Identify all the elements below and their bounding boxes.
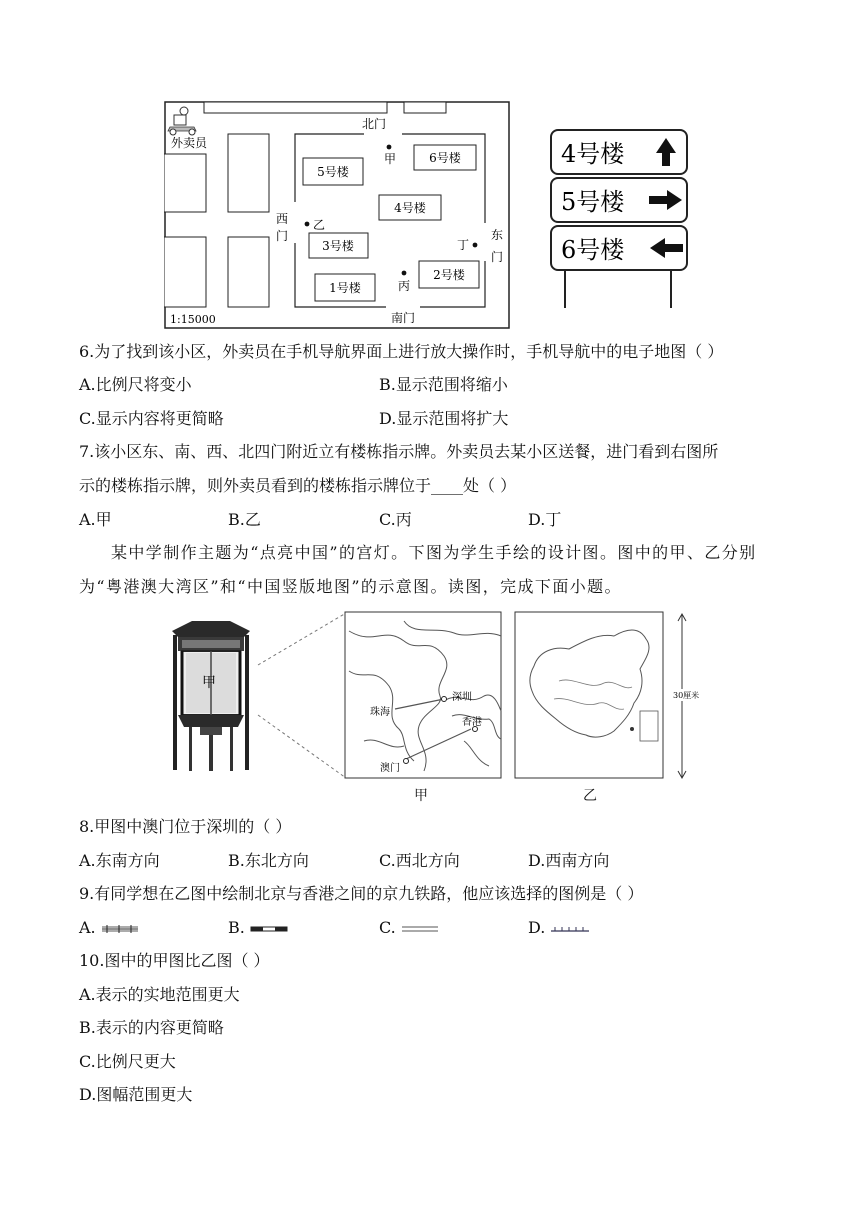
connector-lines (250, 610, 350, 790)
point-ding-label: 丁 (456, 238, 470, 252)
north-gate-label: 北门 (361, 117, 387, 131)
building-5-label: 5号楼 (317, 165, 349, 179)
sign-5-label: 5号楼 (561, 188, 625, 216)
courier-label: 外卖员 (170, 136, 208, 150)
lantern-label-jia: 甲 (202, 675, 216, 691)
building-3-label: 3号楼 (322, 239, 354, 253)
south-gate-label: 南门 (390, 311, 416, 325)
hongkong-label: 香港 (462, 717, 482, 728)
q8-option-d[interactable]: D.西南方向 (528, 851, 610, 870)
shenzhen-label: 深圳 (452, 692, 472, 703)
q9-option-c[interactable] (379, 918, 439, 938)
west-gate-label-2: 门 (275, 229, 289, 243)
q9-option-d-label: D. (528, 918, 546, 937)
palace-lantern-image (164, 617, 258, 771)
question-8-stem: 8.甲图中澳门位于深圳的（ ） (79, 817, 292, 836)
q7-option-b[interactable]: B.乙 (228, 510, 261, 529)
point-yi-label: 乙 (312, 218, 326, 232)
q9-option-b[interactable] (228, 918, 288, 938)
building-1-label: 1号楼 (329, 281, 361, 295)
railway-symbol-a-icon (101, 924, 139, 934)
sign-6-label: 6号楼 (561, 236, 625, 264)
q10-option-a[interactable]: A.表示的实地范围更大 (79, 985, 240, 1004)
q6-option-d[interactable]: D.显示范围将扩大 (379, 409, 509, 428)
macau-label: 澳门 (380, 763, 400, 774)
q7-option-d[interactable]: D.丁 (528, 510, 562, 529)
building-2-label: 2号楼 (433, 268, 465, 282)
q6-option-a[interactable]: A.比例尺将变小 (79, 375, 192, 394)
q7-option-c[interactable]: C.丙 (379, 510, 412, 529)
q9-option-c-label: C. (379, 918, 396, 937)
east-gate-label-1: 东 (490, 228, 504, 242)
question-9-stem: 9.有同学想在乙图中绘制北京与香港之间的京九铁路，他应该选择的图例是（ ） (79, 884, 644, 903)
west-gate-label-1: 西 (275, 212, 289, 226)
q9-option-d[interactable] (528, 918, 590, 938)
building-4-label: 4号楼 (394, 201, 426, 215)
q8-option-b[interactable]: B.东北方向 (228, 851, 309, 870)
railway-symbol-b-icon (250, 924, 288, 934)
point-jia-label: 甲 (383, 152, 397, 166)
q10-option-d[interactable]: D.图幅范围更大 (79, 1085, 193, 1104)
east-gate-label-2: 门 (490, 250, 504, 264)
point-bing-label: 丙 (397, 279, 411, 293)
caption-jia: 甲 (414, 788, 428, 804)
map-scale: 1:15000 (170, 313, 216, 326)
q8-option-a[interactable]: A.东南方向 (79, 851, 160, 870)
boundary-symbol-d-icon (550, 924, 590, 934)
zhuhai-label: 珠海 (370, 707, 390, 718)
q7-option-a[interactable]: A.甲 (79, 510, 112, 529)
intro-line-2: 为“粤港澳大湾区”和“中国竖版地图”的示意图。读图，完成下面小题。 (79, 577, 622, 596)
caption-yi: 乙 (583, 788, 597, 804)
building-6-label: 6号楼 (429, 151, 461, 165)
question-10-stem: 10.图中的甲图比乙图（ ） (79, 951, 270, 970)
building-signpost (549, 128, 691, 310)
q10-option-c[interactable]: C.比例尺更大 (79, 1052, 176, 1071)
sign-4-label: 4号楼 (561, 140, 625, 168)
q9-option-a[interactable] (79, 918, 139, 938)
intro-line-1: 某中学制作主题为“点亮中国”的宫灯。下图为学生手绘的设计图。图中的甲、乙分别 (111, 543, 757, 562)
q6-option-b[interactable]: B.显示范围将缩小 (379, 375, 508, 394)
question-6-stem: 6.为了找到该小区，外卖员在手机导航界面上进行放大操作时，手机导航中的电子地图（ ） (79, 342, 724, 361)
q8-option-c[interactable]: C.西北方向 (379, 851, 460, 870)
q9-option-b-label: B. (228, 918, 245, 937)
q6-option-c[interactable]: C.显示内容将更简略 (79, 409, 224, 428)
q10-option-b[interactable]: B.表示的内容更简略 (79, 1018, 224, 1037)
greater-bay-area-map (344, 611, 502, 779)
q9-option-a-label: A. (79, 918, 96, 937)
question-7-stem-line1: 7.该小区东、南、西、北四门附近立有楼栋指示牌。外卖员去某小区送餐，进门看到右图所 (79, 442, 719, 461)
dimension-label: 30厘米 (673, 691, 700, 700)
china-vertical-map (514, 611, 704, 781)
question-7-stem-line2: 示的楼栋指示牌，则外卖员看到的楼栋指示牌位于____处（ ） (79, 476, 517, 495)
community-map (164, 101, 510, 329)
road-symbol-c-icon (401, 924, 439, 934)
